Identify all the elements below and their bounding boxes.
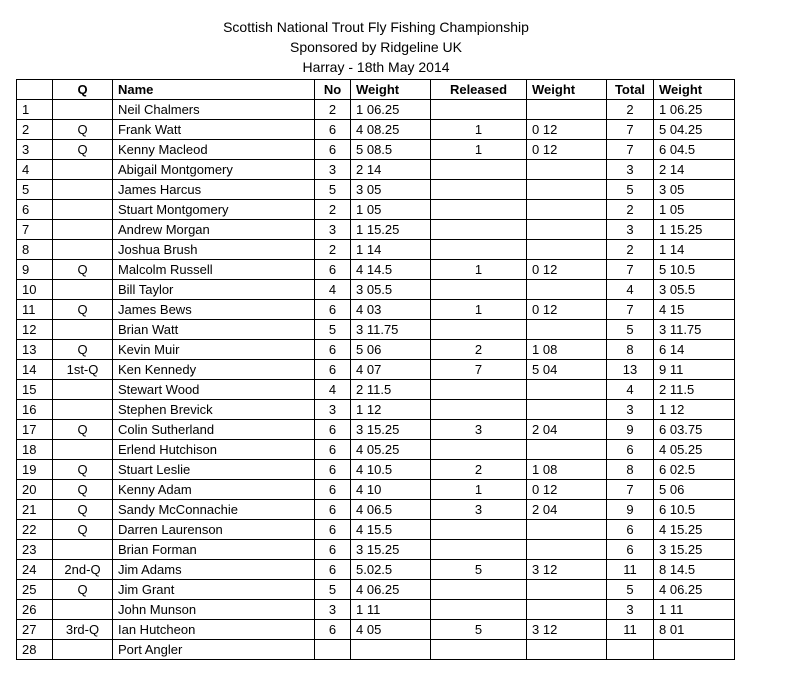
total-weight-cell: 6 14 bbox=[654, 340, 735, 360]
total-cell: 5 bbox=[607, 320, 654, 340]
released-weight-cell bbox=[527, 540, 607, 560]
table-row bbox=[17, 600, 735, 620]
table-row bbox=[17, 380, 735, 400]
column-header: No bbox=[315, 80, 351, 100]
qualifier-cell bbox=[53, 320, 113, 340]
position-cell: 4 bbox=[17, 160, 53, 180]
weight-cell: 1 06.25 bbox=[351, 100, 431, 120]
table-row bbox=[17, 260, 735, 280]
weight-cell: 4 03 bbox=[351, 300, 431, 320]
table-row bbox=[17, 140, 735, 160]
qualifier-cell bbox=[53, 180, 113, 200]
total-cell: 4 bbox=[607, 380, 654, 400]
table-row bbox=[17, 360, 735, 380]
total-weight-cell: 1 12 bbox=[654, 400, 735, 420]
table-row bbox=[17, 180, 735, 200]
released-cell: 2 bbox=[431, 340, 527, 360]
name-cell: Darren Laurenson bbox=[113, 520, 315, 540]
no-cell: 4 bbox=[315, 280, 351, 300]
no-cell: 6 bbox=[315, 420, 351, 440]
released-cell bbox=[431, 160, 527, 180]
total-weight-cell: 5 10.5 bbox=[654, 260, 735, 280]
total-cell: 5 bbox=[607, 580, 654, 600]
name-cell: Bill Taylor bbox=[113, 280, 315, 300]
released-weight-cell bbox=[527, 100, 607, 120]
name-cell: Andrew Morgan bbox=[113, 220, 315, 240]
weight-cell: 4 10.5 bbox=[351, 460, 431, 480]
name-cell: Stuart Montgomery bbox=[113, 200, 315, 220]
no-cell: 6 bbox=[315, 620, 351, 640]
qualifier-cell: Q bbox=[53, 580, 113, 600]
qualifier-cell bbox=[53, 160, 113, 180]
qualifier-cell bbox=[53, 220, 113, 240]
released-cell: 3 bbox=[431, 420, 527, 440]
released-cell bbox=[431, 600, 527, 620]
total-weight-cell: 1 11 bbox=[654, 600, 735, 620]
released-weight-cell: 1 08 bbox=[527, 460, 607, 480]
total-weight-cell: 6 10.5 bbox=[654, 500, 735, 520]
position-cell: 13 bbox=[17, 340, 53, 360]
released-cell: 1 bbox=[431, 260, 527, 280]
no-cell: 6 bbox=[315, 140, 351, 160]
qualifier-cell: 3rd-Q bbox=[53, 620, 113, 640]
released-weight-cell bbox=[527, 180, 607, 200]
no-cell: 6 bbox=[315, 460, 351, 480]
released-cell bbox=[431, 540, 527, 560]
qualifier-cell: Q bbox=[53, 420, 113, 440]
table-row bbox=[17, 500, 735, 520]
weight-cell: 1 12 bbox=[351, 400, 431, 420]
released-weight-cell bbox=[527, 320, 607, 340]
position-cell: 6 bbox=[17, 200, 53, 220]
released-cell: 3 bbox=[431, 500, 527, 520]
released-cell bbox=[431, 180, 527, 200]
released-cell bbox=[431, 220, 527, 240]
no-cell: 2 bbox=[315, 200, 351, 220]
total-cell: 2 bbox=[607, 100, 654, 120]
position-cell: 20 bbox=[17, 480, 53, 500]
total-cell: 8 bbox=[607, 340, 654, 360]
column-header: Total bbox=[607, 80, 654, 100]
table-row bbox=[17, 640, 735, 660]
table-row bbox=[17, 120, 735, 140]
total-weight-cell: 1 14 bbox=[654, 240, 735, 260]
total-cell: 3 bbox=[607, 600, 654, 620]
total-cell: 2 bbox=[607, 240, 654, 260]
total-cell: 13 bbox=[607, 360, 654, 380]
total-weight-cell: 6 02.5 bbox=[654, 460, 735, 480]
results-table-body bbox=[17, 80, 735, 660]
released-cell bbox=[431, 440, 527, 460]
table-row bbox=[17, 340, 735, 360]
qualifier-cell: Q bbox=[53, 340, 113, 360]
qualifier-cell bbox=[53, 540, 113, 560]
weight-cell: 4 06.5 bbox=[351, 500, 431, 520]
weight-cell: 1 05 bbox=[351, 200, 431, 220]
total-cell: 7 bbox=[607, 120, 654, 140]
total-weight-cell bbox=[654, 640, 735, 660]
no-cell: 6 bbox=[315, 520, 351, 540]
no-cell: 6 bbox=[315, 260, 351, 280]
name-cell: Stewart Wood bbox=[113, 380, 315, 400]
total-weight-cell: 3 15.25 bbox=[654, 540, 735, 560]
weight-cell: 3 05 bbox=[351, 180, 431, 200]
table-row bbox=[17, 540, 735, 560]
total-cell: 6 bbox=[607, 540, 654, 560]
released-weight-cell: 5 04 bbox=[527, 360, 607, 380]
table-row bbox=[17, 440, 735, 460]
position-cell: 25 bbox=[17, 580, 53, 600]
released-weight-cell bbox=[527, 400, 607, 420]
weight-cell: 5 06 bbox=[351, 340, 431, 360]
total-cell: 11 bbox=[607, 560, 654, 580]
released-weight-cell bbox=[527, 640, 607, 660]
released-cell: 1 bbox=[431, 140, 527, 160]
total-cell: 9 bbox=[607, 420, 654, 440]
weight-cell: 4 10 bbox=[351, 480, 431, 500]
no-cell: 6 bbox=[315, 540, 351, 560]
released-weight-cell bbox=[527, 600, 607, 620]
no-cell: 6 bbox=[315, 360, 351, 380]
qualifier-cell: Q bbox=[53, 520, 113, 540]
released-weight-cell bbox=[527, 520, 607, 540]
table-row bbox=[17, 520, 735, 540]
weight-cell: 4 15.5 bbox=[351, 520, 431, 540]
table-row bbox=[17, 460, 735, 480]
name-cell: Kenny Macleod bbox=[113, 140, 315, 160]
position-cell: 18 bbox=[17, 440, 53, 460]
table-row bbox=[17, 620, 735, 640]
no-cell: 6 bbox=[315, 480, 351, 500]
released-cell bbox=[431, 640, 527, 660]
no-cell: 6 bbox=[315, 340, 351, 360]
no-cell: 2 bbox=[315, 240, 351, 260]
position-cell: 10 bbox=[17, 280, 53, 300]
position-cell: 3 bbox=[17, 140, 53, 160]
table-row bbox=[17, 240, 735, 260]
name-cell: Neil Chalmers bbox=[113, 100, 315, 120]
released-cell bbox=[431, 240, 527, 260]
position-cell: 26 bbox=[17, 600, 53, 620]
table-row bbox=[17, 480, 735, 500]
name-cell: Stuart Leslie bbox=[113, 460, 315, 480]
no-cell: 6 bbox=[315, 560, 351, 580]
no-cell: 6 bbox=[315, 120, 351, 140]
total-cell: 3 bbox=[607, 400, 654, 420]
total-cell: 7 bbox=[607, 480, 654, 500]
name-cell: Malcolm Russell bbox=[113, 260, 315, 280]
no-cell bbox=[315, 640, 351, 660]
total-cell: 2 bbox=[607, 200, 654, 220]
table-row bbox=[17, 160, 735, 180]
name-cell: Abigail Montgomery bbox=[113, 160, 315, 180]
released-weight-cell: 0 12 bbox=[527, 480, 607, 500]
name-cell: Stephen Brevick bbox=[113, 400, 315, 420]
column-header bbox=[17, 80, 53, 100]
released-cell: 7 bbox=[431, 360, 527, 380]
position-cell: 21 bbox=[17, 500, 53, 520]
total-weight-cell: 8 01 bbox=[654, 620, 735, 640]
position-cell: 17 bbox=[17, 420, 53, 440]
weight-cell: 3 11.75 bbox=[351, 320, 431, 340]
name-cell: Brian Watt bbox=[113, 320, 315, 340]
released-cell bbox=[431, 280, 527, 300]
no-cell: 3 bbox=[315, 600, 351, 620]
column-header: Name bbox=[113, 80, 315, 100]
total-weight-cell: 4 06.25 bbox=[654, 580, 735, 600]
qualifier-cell: 1st-Q bbox=[53, 360, 113, 380]
released-weight-cell: 2 04 bbox=[527, 500, 607, 520]
qualifier-cell bbox=[53, 600, 113, 620]
total-weight-cell: 1 05 bbox=[654, 200, 735, 220]
table-row bbox=[17, 560, 735, 580]
released-cell bbox=[431, 520, 527, 540]
position-cell: 1 bbox=[17, 100, 53, 120]
weight-cell: 5.02.5 bbox=[351, 560, 431, 580]
header-row bbox=[17, 80, 735, 100]
column-header: Weight bbox=[351, 80, 431, 100]
released-weight-cell bbox=[527, 380, 607, 400]
released-weight-cell bbox=[527, 160, 607, 180]
total-cell: 11 bbox=[607, 620, 654, 640]
weight-cell: 4 14.5 bbox=[351, 260, 431, 280]
total-cell: 7 bbox=[607, 140, 654, 160]
total-weight-cell: 5 06 bbox=[654, 480, 735, 500]
name-cell: Brian Forman bbox=[113, 540, 315, 560]
qualifier-cell bbox=[53, 400, 113, 420]
name-cell: Frank Watt bbox=[113, 120, 315, 140]
qualifier-cell: Q bbox=[53, 480, 113, 500]
weight-cell: 4 05 bbox=[351, 620, 431, 640]
weight-cell: 4 05.25 bbox=[351, 440, 431, 460]
total-weight-cell: 2 14 bbox=[654, 160, 735, 180]
weight-cell: 4 08.25 bbox=[351, 120, 431, 140]
table-row bbox=[17, 300, 735, 320]
name-cell: Sandy McConnachie bbox=[113, 500, 315, 520]
released-cell bbox=[431, 200, 527, 220]
column-header: Released bbox=[431, 80, 527, 100]
weight-cell: 3 05.5 bbox=[351, 280, 431, 300]
qualifier-cell bbox=[53, 100, 113, 120]
qualifier-cell: Q bbox=[53, 140, 113, 160]
no-cell: 6 bbox=[315, 440, 351, 460]
name-cell: Jim Grant bbox=[113, 580, 315, 600]
position-cell: 2 bbox=[17, 120, 53, 140]
qualifier-cell: Q bbox=[53, 120, 113, 140]
weight-cell: 4 07 bbox=[351, 360, 431, 380]
table-row bbox=[17, 420, 735, 440]
position-cell: 27 bbox=[17, 620, 53, 640]
released-cell: 5 bbox=[431, 620, 527, 640]
released-cell: 5 bbox=[431, 560, 527, 580]
position-cell: 7 bbox=[17, 220, 53, 240]
name-cell: Jim Adams bbox=[113, 560, 315, 580]
title-line-3: Harray - 18th May 2014 bbox=[302, 59, 450, 75]
released-weight-cell bbox=[527, 580, 607, 600]
released-cell bbox=[431, 380, 527, 400]
position-cell: 28 bbox=[17, 640, 53, 660]
total-weight-cell: 4 15 bbox=[654, 300, 735, 320]
total-weight-cell: 1 15.25 bbox=[654, 220, 735, 240]
weight-cell: 2 14 bbox=[351, 160, 431, 180]
released-cell: 1 bbox=[431, 480, 527, 500]
total-cell: 7 bbox=[607, 300, 654, 320]
total-weight-cell: 8 14.5 bbox=[654, 560, 735, 580]
total-cell: 7 bbox=[607, 260, 654, 280]
weight-cell: 1 15.25 bbox=[351, 220, 431, 240]
released-weight-cell bbox=[527, 440, 607, 460]
total-weight-cell: 9 11 bbox=[654, 360, 735, 380]
title-line-2: Sponsored by Ridgeline UK bbox=[290, 39, 462, 55]
released-weight-cell bbox=[527, 240, 607, 260]
name-cell: Ken Kennedy bbox=[113, 360, 315, 380]
total-cell: 8 bbox=[607, 460, 654, 480]
position-cell: 16 bbox=[17, 400, 53, 420]
total-weight-cell: 3 05.5 bbox=[654, 280, 735, 300]
total-weight-cell: 6 03.75 bbox=[654, 420, 735, 440]
released-cell: 1 bbox=[431, 300, 527, 320]
no-cell: 3 bbox=[315, 400, 351, 420]
qualifier-cell bbox=[53, 440, 113, 460]
table-row bbox=[17, 200, 735, 220]
total-weight-cell: 5 04.25 bbox=[654, 120, 735, 140]
column-header: Weight bbox=[654, 80, 735, 100]
column-header: Q bbox=[53, 80, 113, 100]
table-row bbox=[17, 100, 735, 120]
weight-cell: 3 15.25 bbox=[351, 420, 431, 440]
total-weight-cell: 3 05 bbox=[654, 180, 735, 200]
position-cell: 14 bbox=[17, 360, 53, 380]
position-cell: 5 bbox=[17, 180, 53, 200]
total-weight-cell: 2 11.5 bbox=[654, 380, 735, 400]
weight-cell: 1 14 bbox=[351, 240, 431, 260]
name-cell: Erlend Hutchison bbox=[113, 440, 315, 460]
no-cell: 3 bbox=[315, 220, 351, 240]
qualifier-cell bbox=[53, 280, 113, 300]
total-cell: 5 bbox=[607, 180, 654, 200]
weight-cell: 5 08.5 bbox=[351, 140, 431, 160]
released-cell bbox=[431, 580, 527, 600]
position-cell: 11 bbox=[17, 300, 53, 320]
released-weight-cell: 3 12 bbox=[527, 560, 607, 580]
released-weight-cell: 2 04 bbox=[527, 420, 607, 440]
table-row bbox=[17, 400, 735, 420]
released-cell bbox=[431, 100, 527, 120]
title-block bbox=[0, 17, 752, 77]
total-weight-cell: 6 04.5 bbox=[654, 140, 735, 160]
position-cell: 9 bbox=[17, 260, 53, 280]
name-cell: Joshua Brush bbox=[113, 240, 315, 260]
title-line-1: Scottish National Trout Fly Fishing Championship bbox=[223, 19, 529, 35]
name-cell: Colin Sutherland bbox=[113, 420, 315, 440]
no-cell: 5 bbox=[315, 180, 351, 200]
released-weight-cell: 0 12 bbox=[527, 260, 607, 280]
total-cell: 6 bbox=[607, 440, 654, 460]
table-row bbox=[17, 220, 735, 240]
name-cell: James Harcus bbox=[113, 180, 315, 200]
released-cell bbox=[431, 400, 527, 420]
no-cell: 3 bbox=[315, 160, 351, 180]
table-row bbox=[17, 280, 735, 300]
released-weight-cell bbox=[527, 280, 607, 300]
position-cell: 15 bbox=[17, 380, 53, 400]
qualifier-cell bbox=[53, 200, 113, 220]
weight-cell: 3 15.25 bbox=[351, 540, 431, 560]
released-weight-cell: 0 12 bbox=[527, 300, 607, 320]
released-weight-cell bbox=[527, 200, 607, 220]
position-cell: 23 bbox=[17, 540, 53, 560]
qualifier-cell bbox=[53, 640, 113, 660]
column-header: Weight bbox=[527, 80, 607, 100]
weight-cell: 4 06.25 bbox=[351, 580, 431, 600]
released-cell: 1 bbox=[431, 120, 527, 140]
position-cell: 19 bbox=[17, 460, 53, 480]
qualifier-cell: Q bbox=[53, 260, 113, 280]
total-cell: 4 bbox=[607, 280, 654, 300]
total-weight-cell: 4 05.25 bbox=[654, 440, 735, 460]
name-cell: Ian Hutcheon bbox=[113, 620, 315, 640]
qualifier-cell: 2nd-Q bbox=[53, 560, 113, 580]
position-cell: 22 bbox=[17, 520, 53, 540]
total-cell: 6 bbox=[607, 520, 654, 540]
total-cell: 3 bbox=[607, 220, 654, 240]
name-cell: Port Angler bbox=[113, 640, 315, 660]
no-cell: 6 bbox=[315, 500, 351, 520]
weight-cell: 1 11 bbox=[351, 600, 431, 620]
name-cell: Kenny Adam bbox=[113, 480, 315, 500]
released-cell bbox=[431, 320, 527, 340]
qualifier-cell bbox=[53, 380, 113, 400]
no-cell: 5 bbox=[315, 580, 351, 600]
qualifier-cell bbox=[53, 240, 113, 260]
table-row bbox=[17, 320, 735, 340]
no-cell: 6 bbox=[315, 300, 351, 320]
total-weight-cell: 4 15.25 bbox=[654, 520, 735, 540]
released-cell: 2 bbox=[431, 460, 527, 480]
qualifier-cell: Q bbox=[53, 500, 113, 520]
name-cell: James Bews bbox=[113, 300, 315, 320]
results-table bbox=[16, 79, 735, 660]
total-weight-cell: 3 11.75 bbox=[654, 320, 735, 340]
table-row bbox=[17, 580, 735, 600]
qualifier-cell: Q bbox=[53, 300, 113, 320]
released-weight-cell bbox=[527, 220, 607, 240]
position-cell: 8 bbox=[17, 240, 53, 260]
total-weight-cell: 1 06.25 bbox=[654, 100, 735, 120]
no-cell: 2 bbox=[315, 100, 351, 120]
weight-cell bbox=[351, 640, 431, 660]
qualifier-cell: Q bbox=[53, 460, 113, 480]
weight-cell: 2 11.5 bbox=[351, 380, 431, 400]
total-cell bbox=[607, 640, 654, 660]
position-cell: 12 bbox=[17, 320, 53, 340]
no-cell: 4 bbox=[315, 380, 351, 400]
no-cell: 5 bbox=[315, 320, 351, 340]
name-cell: John Munson bbox=[113, 600, 315, 620]
position-cell: 24 bbox=[17, 560, 53, 580]
released-weight-cell: 0 12 bbox=[527, 140, 607, 160]
total-cell: 9 bbox=[607, 500, 654, 520]
released-weight-cell: 3 12 bbox=[527, 620, 607, 640]
released-weight-cell: 0 12 bbox=[527, 120, 607, 140]
total-cell: 3 bbox=[607, 160, 654, 180]
released-weight-cell: 1 08 bbox=[527, 340, 607, 360]
name-cell: Kevin Muir bbox=[113, 340, 315, 360]
